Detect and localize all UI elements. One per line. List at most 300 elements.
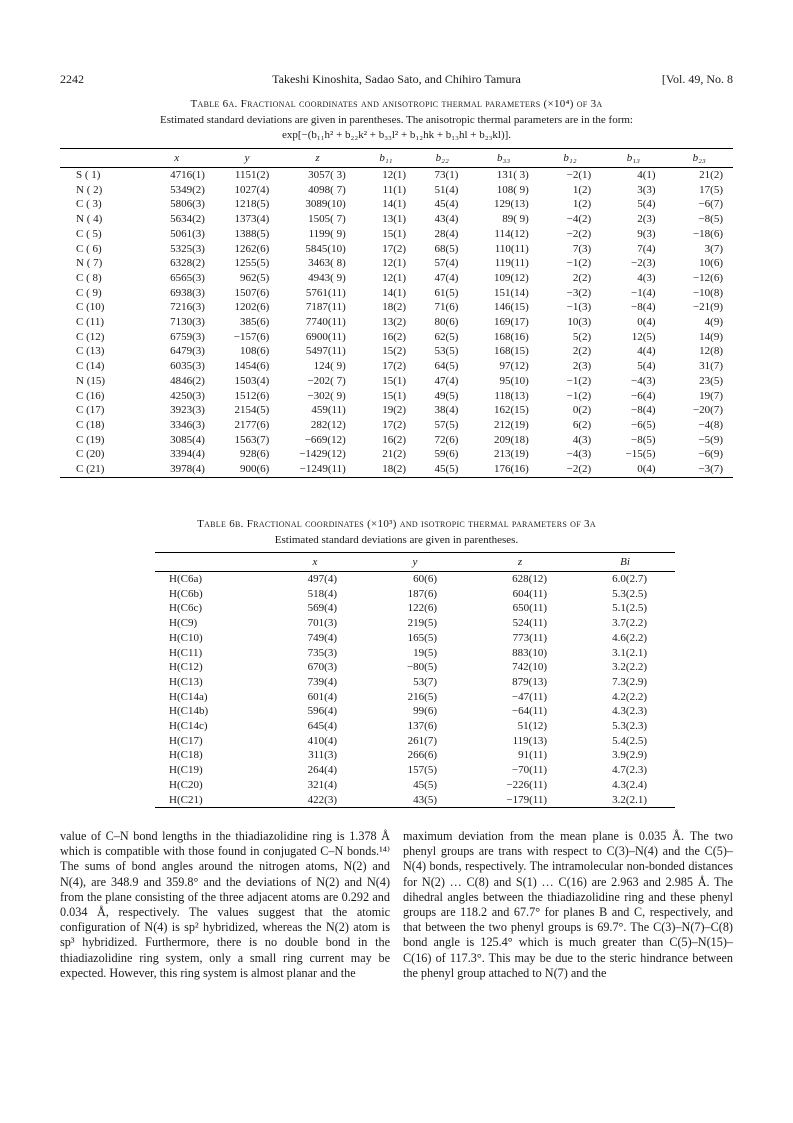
table-row <box>155 778 675 793</box>
table-cell: 108( 9) <box>496 183 529 196</box>
column-header: y <box>215 149 279 168</box>
table-cell: −6(4) <box>630 389 656 402</box>
table-cell: 131( 3) <box>496 169 529 181</box>
table-cell: 119(11) <box>494 257 529 270</box>
table-cell: −4(2) <box>566 213 592 226</box>
table-cell: −15(5) <box>625 448 656 461</box>
column-header: z <box>465 553 575 572</box>
table-cell: 137(6) <box>407 720 437 733</box>
table-cell: 1202(6) <box>234 301 270 314</box>
table-cell: 19(2) <box>382 404 407 417</box>
table-cell: 4.7(2.3) <box>612 764 647 777</box>
atom-label: N ( 7) <box>76 257 103 270</box>
table-cell: −4(8) <box>698 418 723 431</box>
table-cell: 3.2(2.1) <box>575 793 675 808</box>
table-cell: 604(11) <box>512 587 547 600</box>
atom-label: C ( 8) <box>76 271 102 284</box>
table-cell: 4.6(2.2) <box>612 631 647 644</box>
table-cell: 10(3) <box>567 316 592 329</box>
table6b-body <box>155 572 675 808</box>
table-cell: 497(4) <box>307 573 337 585</box>
table-cell: 518(4) <box>307 587 337 600</box>
table-cell: 773(11) <box>512 631 547 644</box>
table-cell: 4943( 9) <box>308 271 346 284</box>
table-cell: −5(9) <box>698 433 723 446</box>
table-row <box>60 197 733 212</box>
column-header: b₃₃ <box>468 149 538 168</box>
table-row <box>60 183 733 198</box>
table6b-note: Estimated standard deviations are given in parentheses. <box>274 534 519 546</box>
table-cell: 601(4) <box>307 690 337 703</box>
atom-label: H(C10) <box>169 631 203 644</box>
table-cell: 187(6) <box>407 587 437 600</box>
atom-label: H(C6a) <box>169 573 202 585</box>
table-cell: 670(3) <box>307 661 337 674</box>
table-cell: 6(2) <box>572 418 592 431</box>
table-cell: −3(7) <box>666 462 733 477</box>
atom-label: H(C19) <box>169 764 203 777</box>
table-cell: 45(5) <box>416 462 468 477</box>
table-cell: 49(5) <box>434 389 459 402</box>
table-cell: 5(4) <box>637 198 656 211</box>
table-cell: 739(4) <box>307 675 337 688</box>
table-cell: 14(9) <box>699 330 723 343</box>
table-row <box>155 616 675 631</box>
table-cell: 4(1) <box>637 169 656 181</box>
table-cell: 7(4) <box>637 242 656 255</box>
table-cell: 422(3) <box>265 793 365 808</box>
atom-label: C ( 5) <box>76 227 102 240</box>
table-cell: −3(2) <box>566 286 592 299</box>
table-cell: −21(9) <box>692 301 723 314</box>
table-cell: 62(5) <box>434 330 459 343</box>
body-column-right <box>403 829 733 981</box>
table-cell: 1(2) <box>572 198 592 211</box>
table-cell: 4.3(2.4) <box>612 778 647 791</box>
table-cell: 5.1(2.5) <box>612 602 647 615</box>
table-cell: 3085(4) <box>170 433 205 446</box>
table-cell: −18(6) <box>692 227 723 240</box>
table6a-header <box>60 149 733 168</box>
table-cell: 12(5) <box>631 330 656 343</box>
table-cell: 110(11) <box>494 242 529 255</box>
table-cell: 3089(10) <box>305 198 346 211</box>
table-cell: 168(15) <box>493 345 529 358</box>
table-cell: 95(10) <box>499 374 529 387</box>
body-paragraph-left: value of C–N bond lengths in the thiadiazolidine ring is 1.378 Å which is compatible with those found in conjugated C–N bonds.¹⁴⁾ The sums of bond angles around the nitrogen atoms, N(2) and N(4), are 348.9 and 359.8° and the deviations of N(2) and N(4) from the plane consisting of the three adjacent atoms are 0.292 and 0.034 Å, respectively. The values suggest that the atomic configuration of N(4) is sp² hybridized, whereas the N(2) atom is sp³ hybridized. Furthermore, there is no double bond in the thiadiazolidine ring system, only a small ring current may be expected. However, this ring system is almost planar and the <box>60 829 390 980</box>
table-cell: −202( 7) <box>307 374 346 387</box>
table-cell: 13(1) <box>382 213 407 226</box>
atom-label: H(C12) <box>169 661 203 674</box>
table-cell: 6328(2) <box>170 257 205 270</box>
volume-info: [Vol. 49, No. 8 <box>661 72 733 86</box>
atom-label: H(C20) <box>169 778 203 791</box>
table-cell: 109(12) <box>493 271 529 284</box>
table-cell: 1255(5) <box>234 257 270 270</box>
table-cell: 2(2) <box>572 345 592 358</box>
table-cell: 12(8) <box>699 345 723 358</box>
table-cell: 2177(6) <box>234 418 270 431</box>
table-cell: 216(5) <box>407 690 437 703</box>
table-cell: 15(1) <box>382 227 407 240</box>
table-cell: 72(6) <box>434 433 459 446</box>
table-cell: 1262(6) <box>234 242 270 255</box>
running-authors: Takeshi Kinoshita, Sadao Sato, and Chihiro Tamura <box>272 72 521 86</box>
table-row <box>155 793 675 808</box>
table-cell: 0(4) <box>601 462 665 477</box>
table-cell: 9(3) <box>637 227 656 240</box>
table-cell: 1454(6) <box>234 360 270 373</box>
table-cell: 43(5) <box>365 793 465 808</box>
column-header: z <box>279 149 355 168</box>
atom-label: C (18) <box>76 418 105 431</box>
table-cell: 0(2) <box>572 404 592 417</box>
table-cell: 4.3(2.3) <box>612 705 647 718</box>
table-cell: 1027(4) <box>234 183 270 196</box>
table-cell: −2(3) <box>630 257 656 270</box>
table-cell: 410(4) <box>307 734 337 747</box>
table-cell: −2(2) <box>539 462 601 477</box>
table6b <box>155 552 675 808</box>
table-cell: −1(2) <box>566 257 592 270</box>
table-cell: 524(11) <box>512 617 547 630</box>
table-cell: 19(5) <box>413 646 437 659</box>
atom-label: N ( 2) <box>76 183 103 196</box>
table-cell: −1429(12) <box>299 448 346 461</box>
table-cell: 162(15) <box>493 404 529 417</box>
table-row <box>60 271 733 286</box>
table-cell: 4(3) <box>572 433 592 446</box>
table-cell: 3.1(2.1) <box>612 646 647 659</box>
atom-label: C ( 9) <box>76 286 102 299</box>
atom-label: H(C6b) <box>169 587 203 600</box>
table-cell: −47(11) <box>511 690 547 703</box>
table-cell: −6(9) <box>698 448 723 461</box>
table-cell: 51(4) <box>434 183 459 196</box>
table-cell: 5806(3) <box>170 198 205 211</box>
table-cell: 118(13) <box>494 389 529 402</box>
table-cell: −10(8) <box>692 286 723 299</box>
table-cell: 4(3) <box>637 271 656 284</box>
table-cell: 60(6) <box>413 573 437 585</box>
table-row <box>60 212 733 227</box>
table-row <box>155 587 675 602</box>
table-cell: 57(4) <box>434 257 459 270</box>
column-header: x <box>138 149 214 168</box>
table-cell: −1(4) <box>630 286 656 299</box>
table-row <box>60 227 733 242</box>
atom-label: H(C17) <box>169 734 203 747</box>
table-cell: 2(3) <box>572 360 592 373</box>
table-cell: 1507(6) <box>234 286 270 299</box>
table-row <box>155 763 675 778</box>
atom-label: C (19) <box>76 433 105 446</box>
atom-label: H(C14c) <box>169 720 208 733</box>
table-cell: 51(12) <box>517 720 547 733</box>
table-cell: 628(12) <box>512 573 547 585</box>
table-cell: 1388(5) <box>234 227 270 240</box>
table-cell: 3463( 8) <box>308 257 346 270</box>
table-cell: 47(4) <box>434 271 459 284</box>
table-cell: 385(6) <box>239 316 270 329</box>
table-cell: 1563(7) <box>234 433 270 446</box>
table-cell: 1503(4) <box>234 374 270 387</box>
table-cell: 459(11) <box>311 404 346 417</box>
table-row <box>155 719 675 734</box>
table-cell: 80(6) <box>434 316 459 329</box>
atom-label: H(C18) <box>169 749 203 762</box>
column-header: b₁₃ <box>601 149 665 168</box>
table-cell: 6900(11) <box>305 330 346 343</box>
running-header <box>60 72 733 88</box>
column-header: b₁₁ <box>356 149 416 168</box>
table-cell: 12(1) <box>382 257 407 270</box>
table-cell: 4.2(2.2) <box>612 690 647 703</box>
table-cell: 16(2) <box>382 330 407 343</box>
table-cell: 59(6) <box>434 448 459 461</box>
atom-label: C (14) <box>76 360 105 373</box>
table-cell: 4250(3) <box>170 389 205 402</box>
table-cell: 596(4) <box>307 705 337 718</box>
table-cell: 6565(3) <box>170 271 205 284</box>
table-cell: 3978(4) <box>138 462 214 477</box>
table-cell: 3.7(2.2) <box>612 617 647 630</box>
table-cell: 650(11) <box>512 602 547 615</box>
table-cell: 749(4) <box>307 631 337 644</box>
table-cell: 71(6) <box>434 301 459 314</box>
table-cell: 15(1) <box>382 374 407 387</box>
table-cell: 0(4) <box>637 316 656 329</box>
atom-label: H(C14a) <box>169 690 208 703</box>
table-cell: 879(13) <box>512 675 547 688</box>
table-cell: −157(6) <box>233 330 270 343</box>
table-cell: 45(5) <box>413 778 437 791</box>
atom-label: H(C9) <box>169 617 198 630</box>
table-cell: 261(7) <box>407 734 437 747</box>
table-cell: 176(16) <box>468 462 538 477</box>
table-cell: 4716(1) <box>170 169 205 181</box>
table-row <box>60 330 733 345</box>
atom-label: S ( 1) <box>76 169 101 181</box>
table-cell: 12(1) <box>382 271 407 284</box>
table-cell: 16(2) <box>382 433 407 446</box>
atom-label: H(C11) <box>169 646 203 659</box>
table-cell: 5634(2) <box>170 213 205 226</box>
atom-label: C (17) <box>76 404 105 417</box>
table-row <box>60 374 733 389</box>
table-cell: 7216(3) <box>170 301 205 314</box>
table-cell: 5(2) <box>572 330 592 343</box>
table-cell: 43(4) <box>434 213 459 226</box>
atom-label: C (10) <box>76 301 105 314</box>
table-cell: 900(6) <box>215 462 279 477</box>
table-cell: 7.3(2.9) <box>612 675 647 688</box>
table-cell: −8(5) <box>630 433 656 446</box>
table-cell: −64(11) <box>511 705 547 718</box>
table-cell: 321(4) <box>307 778 337 791</box>
table-row <box>60 418 733 433</box>
table-cell: 282(12) <box>310 418 346 431</box>
table-cell: 5325(3) <box>170 242 205 255</box>
table-cell: 129(13) <box>493 198 529 211</box>
table-cell: 6479(3) <box>170 345 205 358</box>
table-cell: 569(4) <box>307 602 337 615</box>
table-cell: 928(6) <box>239 448 270 461</box>
table-cell: 89( 9) <box>502 213 529 226</box>
column-header: b₂₃ <box>666 149 733 168</box>
table-row <box>155 631 675 646</box>
table-cell: −302( 9) <box>307 389 346 402</box>
atom-label: N (15) <box>76 374 106 387</box>
table-cell: 97(12) <box>499 360 529 373</box>
table-row <box>155 660 675 675</box>
table-cell: 6035(3) <box>170 360 205 373</box>
table-cell: −4(3) <box>566 448 592 461</box>
table-cell: −6(7) <box>698 198 723 211</box>
table-row <box>60 447 733 462</box>
atom-label: C ( 6) <box>76 242 102 255</box>
table6a-formula: exp[−(b₁₁h² + b₂₂k² + b₃₃l² + b₁₂hk + b₁₃hl + b₂₃kl)]. <box>281 129 512 141</box>
table-cell: 1(2) <box>572 183 592 196</box>
table-cell: 6.0(2.7) <box>612 573 647 585</box>
table-cell: −6(5) <box>630 418 656 431</box>
table-cell: 5.3(2.3) <box>612 720 647 733</box>
table-cell: 19(7) <box>699 389 723 402</box>
table-row <box>60 300 733 315</box>
table-cell: 3.9(2.9) <box>612 749 647 762</box>
table-cell: 3.2(2.2) <box>612 661 647 674</box>
table-cell: 3(7) <box>704 242 723 255</box>
table-cell: −226(11) <box>506 778 547 791</box>
atom-label: C (12) <box>76 330 105 343</box>
atom-label: C (16) <box>76 389 105 402</box>
table-cell: −2(2) <box>566 227 592 240</box>
table-cell: 5(4) <box>637 360 656 373</box>
table-cell: −179(11) <box>465 793 575 808</box>
table-cell: 169(17) <box>493 316 529 329</box>
table-cell: 14(1) <box>382 198 407 211</box>
table-cell: 61(5) <box>434 286 459 299</box>
table-cell: 45(4) <box>434 198 459 211</box>
table-cell: 3346(3) <box>170 418 205 431</box>
atom-label: C ( 3) <box>76 198 102 211</box>
table-cell: 18(2) <box>356 462 416 477</box>
table-cell: 264(4) <box>307 764 337 777</box>
table-cell: 4846(2) <box>170 374 205 387</box>
body-column-left <box>60 829 390 981</box>
table-cell: 73(1) <box>434 169 459 181</box>
table-cell: 91(11) <box>518 749 547 762</box>
table-cell: 11(1) <box>382 183 407 196</box>
column-header: b₁₂ <box>539 149 601 168</box>
table-row <box>60 344 733 359</box>
table-cell: 15(2) <box>382 345 407 358</box>
table-cell: 28(4) <box>434 227 459 240</box>
atom-label: C (11) <box>76 316 105 329</box>
table-row <box>155 601 675 616</box>
table-cell: 3394(4) <box>170 448 205 461</box>
table-cell: −1(2) <box>566 374 592 387</box>
table-cell: 4098( 7) <box>308 183 346 196</box>
table-cell: 17(2) <box>382 360 407 373</box>
table-row <box>60 168 733 183</box>
table-cell: 146(15) <box>493 301 529 314</box>
table-cell: −80(5) <box>406 661 437 674</box>
table-cell: 1505( 7) <box>308 213 346 226</box>
table-cell: 7130(3) <box>170 316 205 329</box>
table-cell: 168(16) <box>493 330 529 343</box>
table-cell: 17(5) <box>699 183 723 196</box>
table-cell: −8(5) <box>698 213 723 226</box>
table-cell: 23(5) <box>699 374 723 387</box>
table6b-title: Table 6b. Fractional coordinates (×10³) and isotropic thermal parameters of 3a <box>197 518 596 530</box>
table-cell: 53(5) <box>434 345 459 358</box>
table-cell: 6938(3) <box>170 286 205 299</box>
table-cell: 124( 9) <box>313 360 346 373</box>
table6b-header <box>155 553 675 572</box>
table-cell: −1(2) <box>566 389 592 402</box>
table-cell: 99(6) <box>413 705 437 718</box>
table-cell: −8(4) <box>630 301 656 314</box>
table-cell: 21(2) <box>382 448 407 461</box>
table-cell: 165(5) <box>407 631 437 644</box>
table6a-title: Table 6a. Fractional coordinates and anisotropic thermal parameters (×10⁴) of 3a <box>190 98 603 110</box>
column-header <box>155 553 265 572</box>
table-cell: 311(3) <box>308 749 337 762</box>
table-cell: 2154(5) <box>234 404 270 417</box>
table-cell: 5.3(2.5) <box>612 587 647 600</box>
table-cell: −2(1) <box>566 169 592 181</box>
table-cell: 735(3) <box>307 646 337 659</box>
table-cell: 5349(2) <box>170 183 205 196</box>
table-cell: 4(9) <box>704 316 723 329</box>
atom-label: C (20) <box>76 448 105 461</box>
table6a <box>60 148 733 478</box>
table-cell: 17(2) <box>382 418 407 431</box>
table-cell: 68(5) <box>434 242 459 255</box>
page-number: 2242 <box>60 72 84 86</box>
table6a-note: Estimated standard deviations are given in parentheses. The anisotropic thermal parameters are in the form: <box>160 114 633 126</box>
table-cell: 2(3) <box>637 213 656 226</box>
atom-label: H(C6c) <box>169 602 202 615</box>
column-header: Bi <box>575 553 675 572</box>
table-cell: 12(1) <box>382 169 407 181</box>
atom-label: C (21) <box>60 462 138 477</box>
table-cell: 14(1) <box>382 286 407 299</box>
table-row <box>60 286 733 301</box>
table-cell: 742(10) <box>512 661 547 674</box>
table-row <box>155 572 675 587</box>
table-cell: 701(3) <box>307 617 337 630</box>
table-cell: 3923(3) <box>170 404 205 417</box>
table-cell: 962(5) <box>239 271 270 284</box>
table-row <box>60 389 733 404</box>
table-row <box>155 734 675 749</box>
table-cell: 1512(6) <box>234 389 270 402</box>
table-cell: 119(13) <box>512 734 547 747</box>
table-cell: 5061(3) <box>170 227 205 240</box>
atom-label: H(C13) <box>169 675 203 688</box>
table-cell: 57(5) <box>434 418 459 431</box>
table-cell: −70(11) <box>511 764 547 777</box>
table-row <box>155 675 675 690</box>
table-cell: 47(4) <box>434 374 459 387</box>
table-row <box>60 359 733 374</box>
table-cell: 645(4) <box>307 720 337 733</box>
table-cell: 1151(2) <box>234 169 270 181</box>
table-row <box>60 315 733 330</box>
table-cell: 15(1) <box>382 389 407 402</box>
